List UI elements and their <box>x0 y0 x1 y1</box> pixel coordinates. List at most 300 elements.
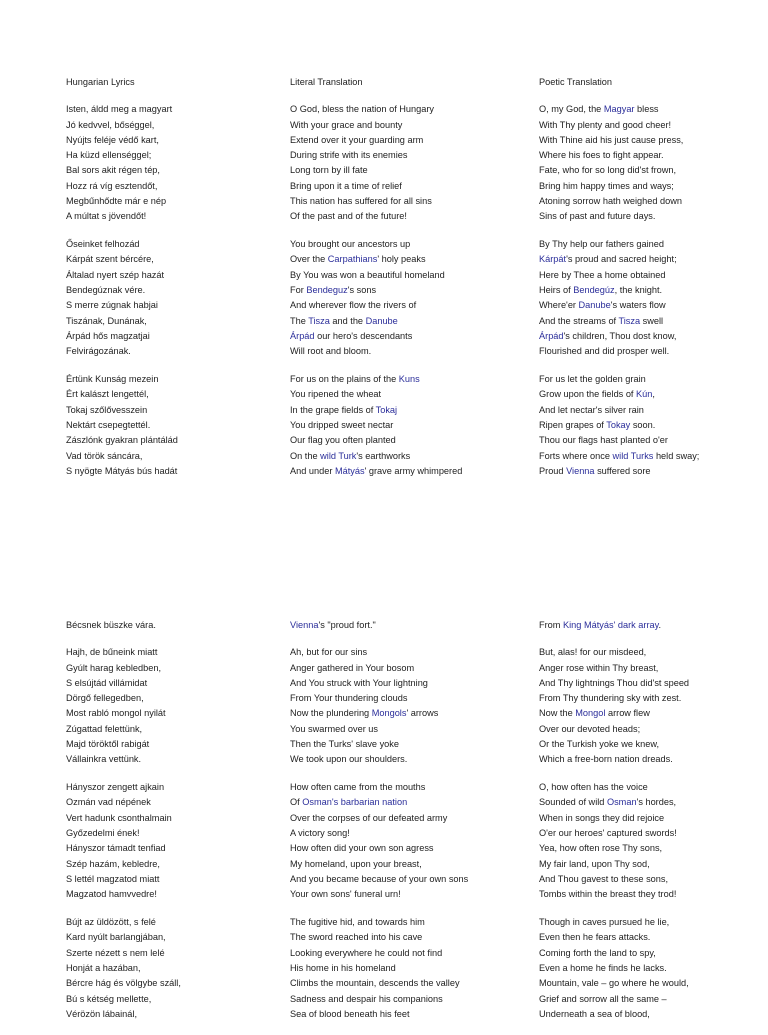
text-run: Sea of blood beneath his feet <box>290 1008 410 1019</box>
text-run: You swarmed over us <box>290 723 379 734</box>
hyperlink[interactable]: Bendeguz <box>306 285 348 296</box>
verse-line <box>290 283 520 298</box>
hyperlink[interactable]: Kún <box>636 389 653 400</box>
text-run: Magzatod hamvvedre! <box>66 889 157 900</box>
verse-line <box>290 314 520 329</box>
column-poetic-translation <box>539 75 768 492</box>
text-run: And wherever flow the rivers of <box>290 300 417 311</box>
verse-line <box>290 387 520 402</box>
verse-line <box>290 179 520 194</box>
text-run: Our flag you often planted <box>290 435 396 446</box>
text-run: Vállainkra vettünk. <box>66 754 142 765</box>
verse-line <box>539 795 768 810</box>
verse-line <box>290 102 520 117</box>
verse-line <box>290 961 520 976</box>
column-hungarian-lyrics-continued <box>66 618 296 1035</box>
text-run: Bring upon it a time of relief <box>290 180 402 191</box>
verse-line <box>66 268 296 283</box>
verse-line <box>539 133 768 148</box>
verse-line <box>290 372 520 387</box>
verse-line <box>539 780 768 795</box>
verse-line <box>539 194 768 209</box>
stanza <box>539 372 768 479</box>
verse-line <box>290 976 520 991</box>
text-run: O, how often has the voice <box>539 782 648 793</box>
verse-line <box>539 976 768 991</box>
verse-line <box>539 872 768 887</box>
verse-line <box>539 268 768 283</box>
verse-line <box>539 102 768 117</box>
verse-line <box>290 857 520 872</box>
text-run: A victory song! <box>290 828 350 839</box>
verse-line <box>66 314 296 329</box>
text-run: Which a free-born nation dreads. <box>539 754 673 765</box>
verse-line <box>290 737 520 752</box>
verse-line <box>290 722 520 737</box>
text-run: Mountain, vale – go where he would, <box>539 978 689 989</box>
text-run: And You struck with Your lightning <box>290 677 428 688</box>
hyperlink[interactable]: wild Turk <box>320 450 357 461</box>
stanza <box>290 645 520 767</box>
text-run: For us on the plains of the <box>290 374 399 385</box>
verse-line <box>539 661 768 676</box>
text-run: 's sons <box>347 285 377 296</box>
hyperlink[interactable]: Bendegúz <box>573 285 615 296</box>
text-run: Here by Thee a home obtained <box>539 269 666 280</box>
verse-line <box>66 961 296 976</box>
text-run: Ha küzd ellenséggel; <box>66 150 152 161</box>
verse-line <box>290 930 520 945</box>
verse-line <box>66 179 296 194</box>
verse-line <box>539 387 768 402</box>
text-run: Proud <box>539 465 567 476</box>
text-run: Őseinket felhozád <box>66 239 140 250</box>
column-heading: Literal Translation <box>290 77 363 87</box>
stanza <box>66 102 296 224</box>
text-run: , <box>652 389 655 400</box>
text-run: O God, bless the nation of Hungary <box>290 104 435 115</box>
stanza <box>539 915 768 1022</box>
verse-line <box>66 148 296 163</box>
verse-line <box>539 841 768 856</box>
text-run: . <box>658 620 662 630</box>
text-run: Sins of past and future days. <box>539 211 656 222</box>
verse-line <box>66 872 296 887</box>
text-run: By You was won a beautiful homeland <box>290 269 445 280</box>
text-run: Értünk Kunság mezein <box>66 374 159 385</box>
column-heading: Hungarian Lyrics <box>66 77 135 87</box>
text-run: Even a home he finds he lacks. <box>539 962 667 973</box>
text-run: Hányszor támadt tenfiad <box>66 843 166 854</box>
text-run: Where his foes to fight appear. <box>539 150 664 161</box>
verse-line <box>539 209 768 224</box>
text-run: The <box>290 315 309 326</box>
verse-line <box>290 645 520 660</box>
stanza <box>290 780 520 902</box>
text-run: Tombs within the breast they trod! <box>539 889 677 900</box>
text-run: From Thy thundering sky with zest. <box>539 693 682 704</box>
text-run: And under <box>290 465 335 476</box>
text-run: 's proud and sacred height; <box>566 254 677 265</box>
text-run: The sword reached into his cave <box>290 932 423 943</box>
hyperlink[interactable]: Carpathians <box>327 254 378 265</box>
text-run: Of <box>290 797 303 808</box>
verse-line <box>539 826 768 841</box>
text-run: Or the Turkish yoke we knew, <box>539 739 659 750</box>
verse-line <box>66 102 296 117</box>
text-run: suffered sore <box>594 465 651 476</box>
text-run: Anger gathered in Your bosom <box>290 662 415 673</box>
text-run: From <box>539 620 563 630</box>
verse-line <box>66 344 296 359</box>
text-run: Győzedelmi ének! <box>66 828 140 839</box>
stanza <box>290 237 520 359</box>
text-run: With Thine aid his just cause press, <box>539 134 684 145</box>
stanza <box>539 237 768 359</box>
text-run: The fugitive hid, and towards him <box>290 917 425 928</box>
text-run: Hányszor zengett ajkain <box>66 782 165 793</box>
verse-line <box>539 946 768 961</box>
verse-line <box>539 691 768 706</box>
hyperlink[interactable]: Árpád <box>539 330 564 341</box>
verse-line <box>290 268 520 283</box>
text-run: Will root and bloom. <box>290 346 372 357</box>
text-run: Underneath a sea of blood, <box>539 1008 650 1019</box>
text-run: our hero's descendants <box>314 330 413 341</box>
text-run: Then the Turks' slave yoke <box>290 739 399 750</box>
verse-line <box>539 252 768 267</box>
hyperlink[interactable]: Tisza <box>308 315 330 326</box>
verse-line <box>539 706 768 721</box>
stanza <box>66 915 296 1022</box>
hyperlink[interactable]: Mongol <box>575 708 606 719</box>
verse-line <box>66 737 296 752</box>
text-run: Nektárt csepegtettél. <box>66 419 151 430</box>
text-run: Grief and sorrow all the same – <box>539 993 667 1004</box>
verse-line <box>539 857 768 872</box>
continued-line <box>539 618 768 633</box>
text-run: Felvirágozának. <box>66 346 131 357</box>
text-run: His home in his homeland <box>290 962 396 973</box>
verse-line <box>539 344 768 359</box>
verse-line <box>290 676 520 691</box>
verse-line <box>539 464 768 479</box>
verse-line <box>290 418 520 433</box>
text-run: How often came from the mouths <box>290 782 426 793</box>
text-run: How often did your own son agress <box>290 843 434 854</box>
verse-line <box>290 752 520 767</box>
verse-line <box>66 930 296 945</box>
text-run: For us let the golden grain <box>539 374 646 385</box>
verse-line <box>539 418 768 433</box>
verse-line <box>290 915 520 930</box>
text-run: Bendegúznak vére. <box>66 285 146 296</box>
verse-line <box>290 841 520 856</box>
column-poetic-translation-continued <box>539 618 768 1035</box>
verse-line <box>290 209 520 224</box>
stanza <box>290 372 520 479</box>
text-run: My fair land, upon Thy sod, <box>539 858 650 869</box>
hyperlink[interactable]: Vienna <box>290 620 319 630</box>
text-run: Heirs of <box>539 285 574 296</box>
stanza <box>539 102 768 224</box>
text-run: S merre zúgnak habjai <box>66 300 158 311</box>
verse-line <box>290 826 520 841</box>
verse-line <box>539 433 768 448</box>
verse-line <box>66 887 296 902</box>
text-run: Szerte nézett s nem lelé <box>66 947 165 958</box>
text-run: bless <box>634 104 659 115</box>
verse-line <box>539 752 768 767</box>
text-run: And let nectar's silver rain <box>539 404 644 415</box>
text-run: Kard nyúlt barlangjában, <box>66 932 166 943</box>
text-run: 's children, Thou dost know, <box>563 330 677 341</box>
text-run: Ozmán vad népének <box>66 797 151 808</box>
hyperlink[interactable]: Tisza <box>618 315 641 326</box>
text-run: ' grave army whimpered <box>364 465 463 476</box>
verse-line <box>66 676 296 691</box>
hyperlink[interactable]: Kuns <box>398 374 420 385</box>
verse-line <box>539 314 768 329</box>
text-run: 's earthworks <box>356 450 411 461</box>
text-run: Bécsnek büszke vára. <box>66 620 156 630</box>
verse-line <box>539 676 768 691</box>
text-run: Even then he fears attacks. <box>539 932 651 943</box>
verse-line <box>290 780 520 795</box>
text-run: Kárpát szent bércére, <box>66 254 154 265</box>
verse-line <box>539 179 768 194</box>
text-run: Coming forth the land to spy, <box>539 947 656 958</box>
hyperlink[interactable]: Mátyás <box>334 465 365 476</box>
text-run: Over the <box>290 254 328 265</box>
stanza <box>539 645 768 767</box>
verse-line <box>66 329 296 344</box>
text-run: Yea, how often rose Thy sons, <box>539 843 663 854</box>
text-run: 's "proud fort." <box>318 620 376 630</box>
text-run: Over the corpses of our defeated army <box>290 812 448 823</box>
verse-line <box>539 329 768 344</box>
hyperlink[interactable]: Danube <box>578 300 611 311</box>
verse-line <box>66 992 296 1007</box>
verse-line <box>66 433 296 448</box>
text-run: Ripen grapes of <box>539 419 607 430</box>
verse-line <box>66 946 296 961</box>
text-run: Bújt az üldözött, s felé <box>66 917 156 928</box>
text-run: We took upon our shoulders. <box>290 754 408 765</box>
text-run: And you became because of your own sons <box>290 873 469 884</box>
hyperlink[interactable]: Danube <box>365 315 398 326</box>
text-run: With your grace and bounty <box>290 119 403 130</box>
text-run: Your own sons' funeral urn! <box>290 889 401 900</box>
text-run: Tiszának, Dunának, <box>66 315 147 326</box>
text-run: And Thou gavest to these sons, <box>539 873 669 884</box>
text-run: Bércre hág és völgybe száll, <box>66 978 181 989</box>
hyperlink[interactable]: Osman <box>606 797 637 808</box>
text-run: soon. <box>630 419 656 430</box>
verse-line <box>66 826 296 841</box>
stanza <box>66 237 296 359</box>
text-run: S lettél magzatod miatt <box>66 873 160 884</box>
text-run: Megbűnhődte már e nép <box>66 196 167 207</box>
text-run: held sway; <box>653 450 700 461</box>
text-run: Sounded of wild <box>539 797 607 808</box>
verse-line <box>290 163 520 178</box>
text-run: Zászlónk gyakran plántálád <box>66 435 178 446</box>
verse-line <box>539 403 768 418</box>
verse-line <box>539 930 768 945</box>
text-run: arrow flew <box>605 708 650 719</box>
verse-line <box>539 1007 768 1022</box>
text-run: Szép hazám, kebledre, <box>66 858 160 869</box>
verse-line <box>66 163 296 178</box>
verse-line <box>290 449 520 464</box>
text-run: My homeland, upon your breast, <box>290 858 422 869</box>
text-run: Ért kalászt lengettél, <box>66 389 149 400</box>
text-run: O, my God, the <box>539 104 604 115</box>
verse-line <box>66 645 296 660</box>
stanza <box>290 102 520 224</box>
continued-line <box>290 618 520 633</box>
hyperlink[interactable]: Kárpát <box>539 254 567 265</box>
text-run: Majd töröktől rabigát <box>66 739 150 750</box>
verse-line <box>66 418 296 433</box>
text-run: With Thy plenty and good cheer! <box>539 119 672 130</box>
verse-line <box>66 795 296 810</box>
verse-line <box>290 133 520 148</box>
verse-line <box>66 403 296 418</box>
text-run: Fate, who for so long did'st frown, <box>539 165 677 176</box>
verse-line <box>539 961 768 976</box>
verse-line <box>290 946 520 961</box>
text-run: Looking everywhere he could not find <box>290 947 443 958</box>
hyperlink[interactable]: wild Turks <box>612 450 654 461</box>
verse-line <box>290 403 520 418</box>
verse-line <box>66 752 296 767</box>
hyperlink[interactable]: King Mátyás' dark array <box>563 620 659 630</box>
verse-line <box>539 645 768 660</box>
column-hungarian-lyrics <box>66 75 296 492</box>
verse-line <box>66 118 296 133</box>
text-run: Flourished and did prosper well. <box>539 346 670 357</box>
text-run: Now the plundering <box>290 708 372 719</box>
text-run: Zúgattad felettünk, <box>66 723 143 734</box>
verse-line <box>66 706 296 721</box>
hyperlink[interactable]: Osman's barbarian nation <box>302 797 408 808</box>
text-run: Bal sors akit régen tép, <box>66 165 160 176</box>
verse-line <box>539 163 768 178</box>
text-run: Of the past and of the future! <box>290 211 407 222</box>
text-run: Long torn by ill fate <box>290 165 368 176</box>
text-run: and the <box>329 315 366 326</box>
text-run: You brought our ancestors up <box>290 239 411 250</box>
text-run: Dörgő fellegedben, <box>66 693 144 704</box>
verse-line <box>66 915 296 930</box>
verse-line <box>66 976 296 991</box>
verse-line <box>539 118 768 133</box>
text-run: Vad török sáncára, <box>66 450 143 461</box>
text-run: , the knight. <box>614 285 663 296</box>
verse-line <box>66 209 296 224</box>
verse-line <box>539 298 768 313</box>
verse-line <box>66 1007 296 1022</box>
text-run: Extend over it your guarding arm <box>290 134 424 145</box>
verse-line <box>66 194 296 209</box>
text-run: But, alas! for our misdeed, <box>539 647 647 658</box>
stanza <box>66 780 296 902</box>
text-run: Honját a hazában, <box>66 962 141 973</box>
text-run: Grow upon the fields of <box>539 389 637 400</box>
verse-line <box>539 283 768 298</box>
text-run: Climbs the mountain, descends the valley <box>290 978 460 989</box>
verse-line <box>66 722 296 737</box>
verse-line <box>66 298 296 313</box>
verse-line <box>290 194 520 209</box>
verse-line <box>290 691 520 706</box>
stanza <box>290 915 520 1022</box>
verse-line <box>539 722 768 737</box>
hyperlink[interactable]: Árpád <box>290 330 315 341</box>
text-run: Thou our flags hast planted o'er <box>539 435 668 446</box>
text-run: By Thy help our fathers gained <box>539 239 664 250</box>
hyperlink[interactable]: Vienna <box>566 465 595 476</box>
verse-line <box>290 795 520 810</box>
text-run: ' arrows <box>406 708 439 719</box>
verse-line <box>66 449 296 464</box>
text-run: 's hordes, <box>636 797 677 808</box>
text-run: Hajh, de bűneink miatt <box>66 647 158 658</box>
text-run: A múltat s jövendőt! <box>66 211 147 222</box>
verse-line <box>539 915 768 930</box>
verse-line <box>539 372 768 387</box>
text-run: S nyögte Mátyás bús hadát <box>66 465 178 476</box>
text-run: When in songs they did rejoice <box>539 812 665 823</box>
stanza <box>539 780 768 902</box>
verse-line <box>290 464 520 479</box>
verse-line <box>66 372 296 387</box>
verse-line <box>290 661 520 676</box>
text-run: From Your thundering clouds <box>290 693 408 704</box>
text-run: O'er our heroes' captured swords! <box>539 828 677 839</box>
text-run: ' holy peaks <box>377 254 426 265</box>
verse-line <box>66 691 296 706</box>
hyperlink[interactable]: Tokaj <box>375 404 398 415</box>
text-run: In the grape fields of <box>290 404 376 415</box>
verse-line <box>290 148 520 163</box>
verse-line <box>539 811 768 826</box>
text-run: Now the <box>539 708 576 719</box>
text-run: Isten, áldd meg a magyart <box>66 104 173 115</box>
column-literal-translation <box>290 75 520 492</box>
column-literal-translation-continued <box>290 618 520 1035</box>
text-run: Tokaj szőlővesszein <box>66 404 148 415</box>
stanza <box>66 645 296 767</box>
verse-line <box>539 737 768 752</box>
text-run: During strife with its enemies <box>290 150 408 161</box>
hyperlink[interactable]: Magyar <box>603 104 635 115</box>
text-run: You dripped sweet nectar <box>290 419 394 430</box>
verse-line <box>290 706 520 721</box>
text-run: Hozz rá víg esztendőt, <box>66 180 158 191</box>
hyperlink[interactable]: Tokay <box>606 419 631 430</box>
text-run: Árpád hős magzatjai <box>66 330 150 341</box>
verse-line <box>290 344 520 359</box>
verse-line <box>66 387 296 402</box>
hyperlink[interactable]: Mongols <box>371 708 407 719</box>
column-heading: Poetic Translation <box>539 77 613 87</box>
text-run: And Thy lightnings Thou did'st speed <box>539 677 690 688</box>
stanza <box>66 372 296 479</box>
verse-line <box>66 857 296 872</box>
